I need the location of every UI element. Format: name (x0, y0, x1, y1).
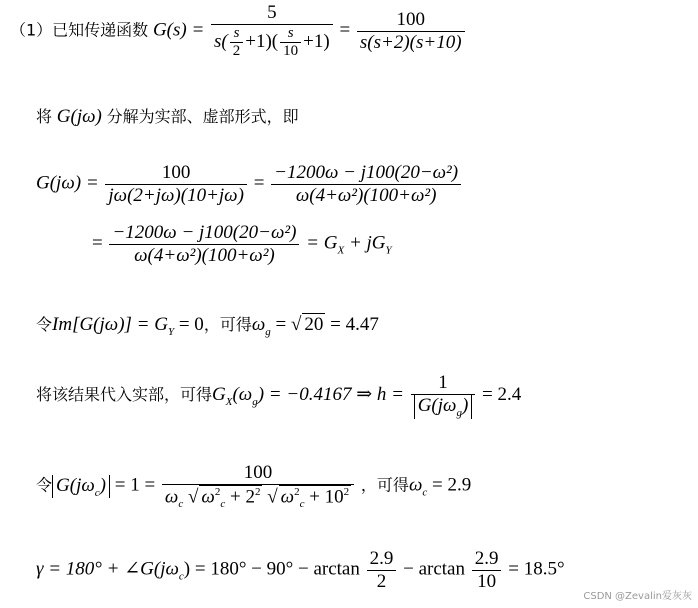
line7-sub-c: c (422, 486, 428, 499)
eq1-den-a: s( (214, 30, 228, 52)
line7-abs-sub: c (94, 486, 100, 499)
eq3-equals: = (253, 172, 265, 194)
line7-abs (52, 475, 110, 499)
line6-den-a: G(jω (417, 394, 457, 416)
line8-f1-num: 2.9 (369, 548, 394, 569)
line8-minus: − arctan (403, 558, 465, 580)
transfer-function-line (10, 2, 467, 60)
decompose-expr: G(jω) (56, 106, 102, 127)
line5-sub-y: Y (167, 325, 175, 338)
decompose-line (36, 104, 299, 128)
line7-eq1: = 1 = (109, 474, 156, 496)
eq4-sub-x: X (337, 244, 345, 257)
line8-f2-num: 2.9 (474, 548, 499, 569)
eq1-inner-frac-2 (280, 25, 301, 61)
eq4-num: −1200ω − j100(20−ω²) (112, 222, 297, 243)
line5-sub-g: g (265, 325, 271, 338)
line5-expr1: Im[G(jω)] = G (52, 314, 168, 335)
line7-result: = 2.9 (427, 474, 472, 496)
rad1-b: + 2 (225, 486, 255, 508)
eq1-inner-frac-1 (230, 25, 244, 61)
line8-fraction-2 (472, 548, 502, 593)
inner-d1: 2 (230, 42, 244, 60)
line6-sub-g: g (252, 395, 258, 408)
eq4-sub-y: Y (385, 244, 392, 257)
item-label: （1）已知传递函数 (10, 20, 149, 40)
line7-num: 100 (243, 462, 273, 483)
line6-sub-x: X (225, 395, 233, 408)
eq4-den: ω(4+ω²)(100+ω²) (109, 244, 299, 267)
eq4-fraction (109, 222, 299, 267)
gain-margin-line (36, 372, 521, 419)
line7-den: $\omega_c$ √ $\omega^2_c + 2^2$ √ $\omega^2_c + 10^2$ (162, 484, 354, 511)
eq1-f2-den: s(s+2)(s+10) (357, 31, 465, 54)
line7-fraction (162, 462, 354, 511)
rad1-sup2: 2 (254, 485, 261, 498)
line8-result: = 18.5° (508, 558, 565, 580)
inner-d2: 10 (280, 42, 301, 60)
line6-expr1: G (212, 384, 226, 405)
rad1-sub: c (220, 497, 226, 510)
watermark: CSDN @Zevalin爱灰灰 (583, 591, 692, 602)
rad2-a: ω (280, 486, 295, 508)
line6-result: = 2.4 (482, 384, 522, 405)
eq1-f2-num: 100 (396, 8, 425, 30)
phase-margin-line (36, 548, 565, 593)
eq3-f1-num: 100 (161, 162, 191, 183)
line5-radicand: 20 (304, 314, 324, 335)
rad1-a: ω (201, 486, 215, 508)
line8-f1-den: 2 (367, 570, 397, 593)
eq4-equals: = (92, 232, 103, 254)
line5-result: = 4.47 (325, 314, 379, 335)
eq1-fraction-1 (211, 2, 333, 60)
eq3-f1-den: jω(2+jω)(10+jω) (105, 184, 247, 207)
line7-pre: 令 (36, 475, 53, 495)
decompose-post: 分解为实部、虚部形式，即 (106, 107, 299, 126)
line5-eq: = (270, 314, 291, 335)
crossover-line (36, 462, 471, 511)
line8-sub-c: c (178, 570, 184, 583)
line8-fraction-1 (367, 548, 397, 593)
rad1-sup: 2 (214, 485, 221, 498)
decompose-pre: 将 (36, 107, 53, 126)
line7-mid: ，可得 (360, 475, 409, 495)
eq1-den-b: +1)( (245, 30, 279, 52)
line6-pre: 将该结果代入实部，可得 (36, 385, 213, 404)
rad2-sup: 2 (294, 485, 300, 498)
rad2-sup2: 2 (343, 485, 350, 498)
eq3-f2-num: −1200ω − j100(20−ω²) (274, 162, 459, 183)
line8-expr1: γ = 180° + ∠G(jω (36, 558, 179, 580)
line6-fraction (411, 372, 476, 419)
line5-expr2: = 0 (174, 314, 204, 335)
eq3-fraction-1 (105, 162, 247, 207)
eq1-f1-num: 5 (267, 2, 277, 23)
eq3-lhs: G(jω) = (36, 172, 99, 194)
eq1-equals: = (339, 19, 351, 41)
line6-den-b: ) (461, 394, 469, 416)
rad2-sub: c (299, 497, 305, 510)
line7-den-wsub: c (178, 497, 184, 510)
eq4-rhs: = G (306, 232, 338, 254)
eq1-den-c: +1) (303, 30, 330, 52)
line6-den (411, 394, 476, 419)
line5-omega: ω (251, 314, 266, 335)
eq3-line (36, 162, 463, 207)
eq1-fraction-2 (357, 9, 465, 54)
rad2-b: + 10 (304, 486, 344, 508)
line6-expr3: ) = −0.4167 ⇒ h = (257, 384, 404, 405)
eq4-plus: + jG (344, 232, 386, 254)
eq3-fraction-2 (271, 162, 461, 207)
line6-num: 1 (438, 372, 448, 393)
line7-abs-b: ) (99, 474, 106, 496)
inner-s2: s (287, 24, 294, 41)
line8-expr2: ) = 180° − 90° − arctan (183, 558, 360, 580)
line6-abs (414, 395, 473, 419)
line6-den-sub: g (456, 406, 462, 419)
eq1-f1-den (211, 24, 333, 61)
line5-mid: ，可得 (203, 315, 252, 334)
line8-f2-den: 10 (472, 570, 502, 593)
eq3-f2-den: ω(4+ω²)(100+ω²) (271, 184, 461, 207)
line7-rad1 (199, 485, 262, 511)
line7-rad2 (279, 485, 352, 511)
inner-s1: s (233, 24, 240, 41)
eq4-line (92, 222, 392, 267)
line7-den-w: ω (164, 486, 179, 508)
line6-expr2: (ω (232, 384, 253, 405)
line7-omega: ω (408, 474, 423, 496)
line7-abs-a: G(jω (56, 474, 95, 496)
eq1-lhs: G(s) = (152, 19, 205, 41)
line5-pre: 令 (36, 315, 53, 334)
imag-zero-line: 令$Im[G(j\omega)] = G_Y = 0$，可得$\omega_g$ = √ 20 = 4.47 (36, 314, 379, 338)
